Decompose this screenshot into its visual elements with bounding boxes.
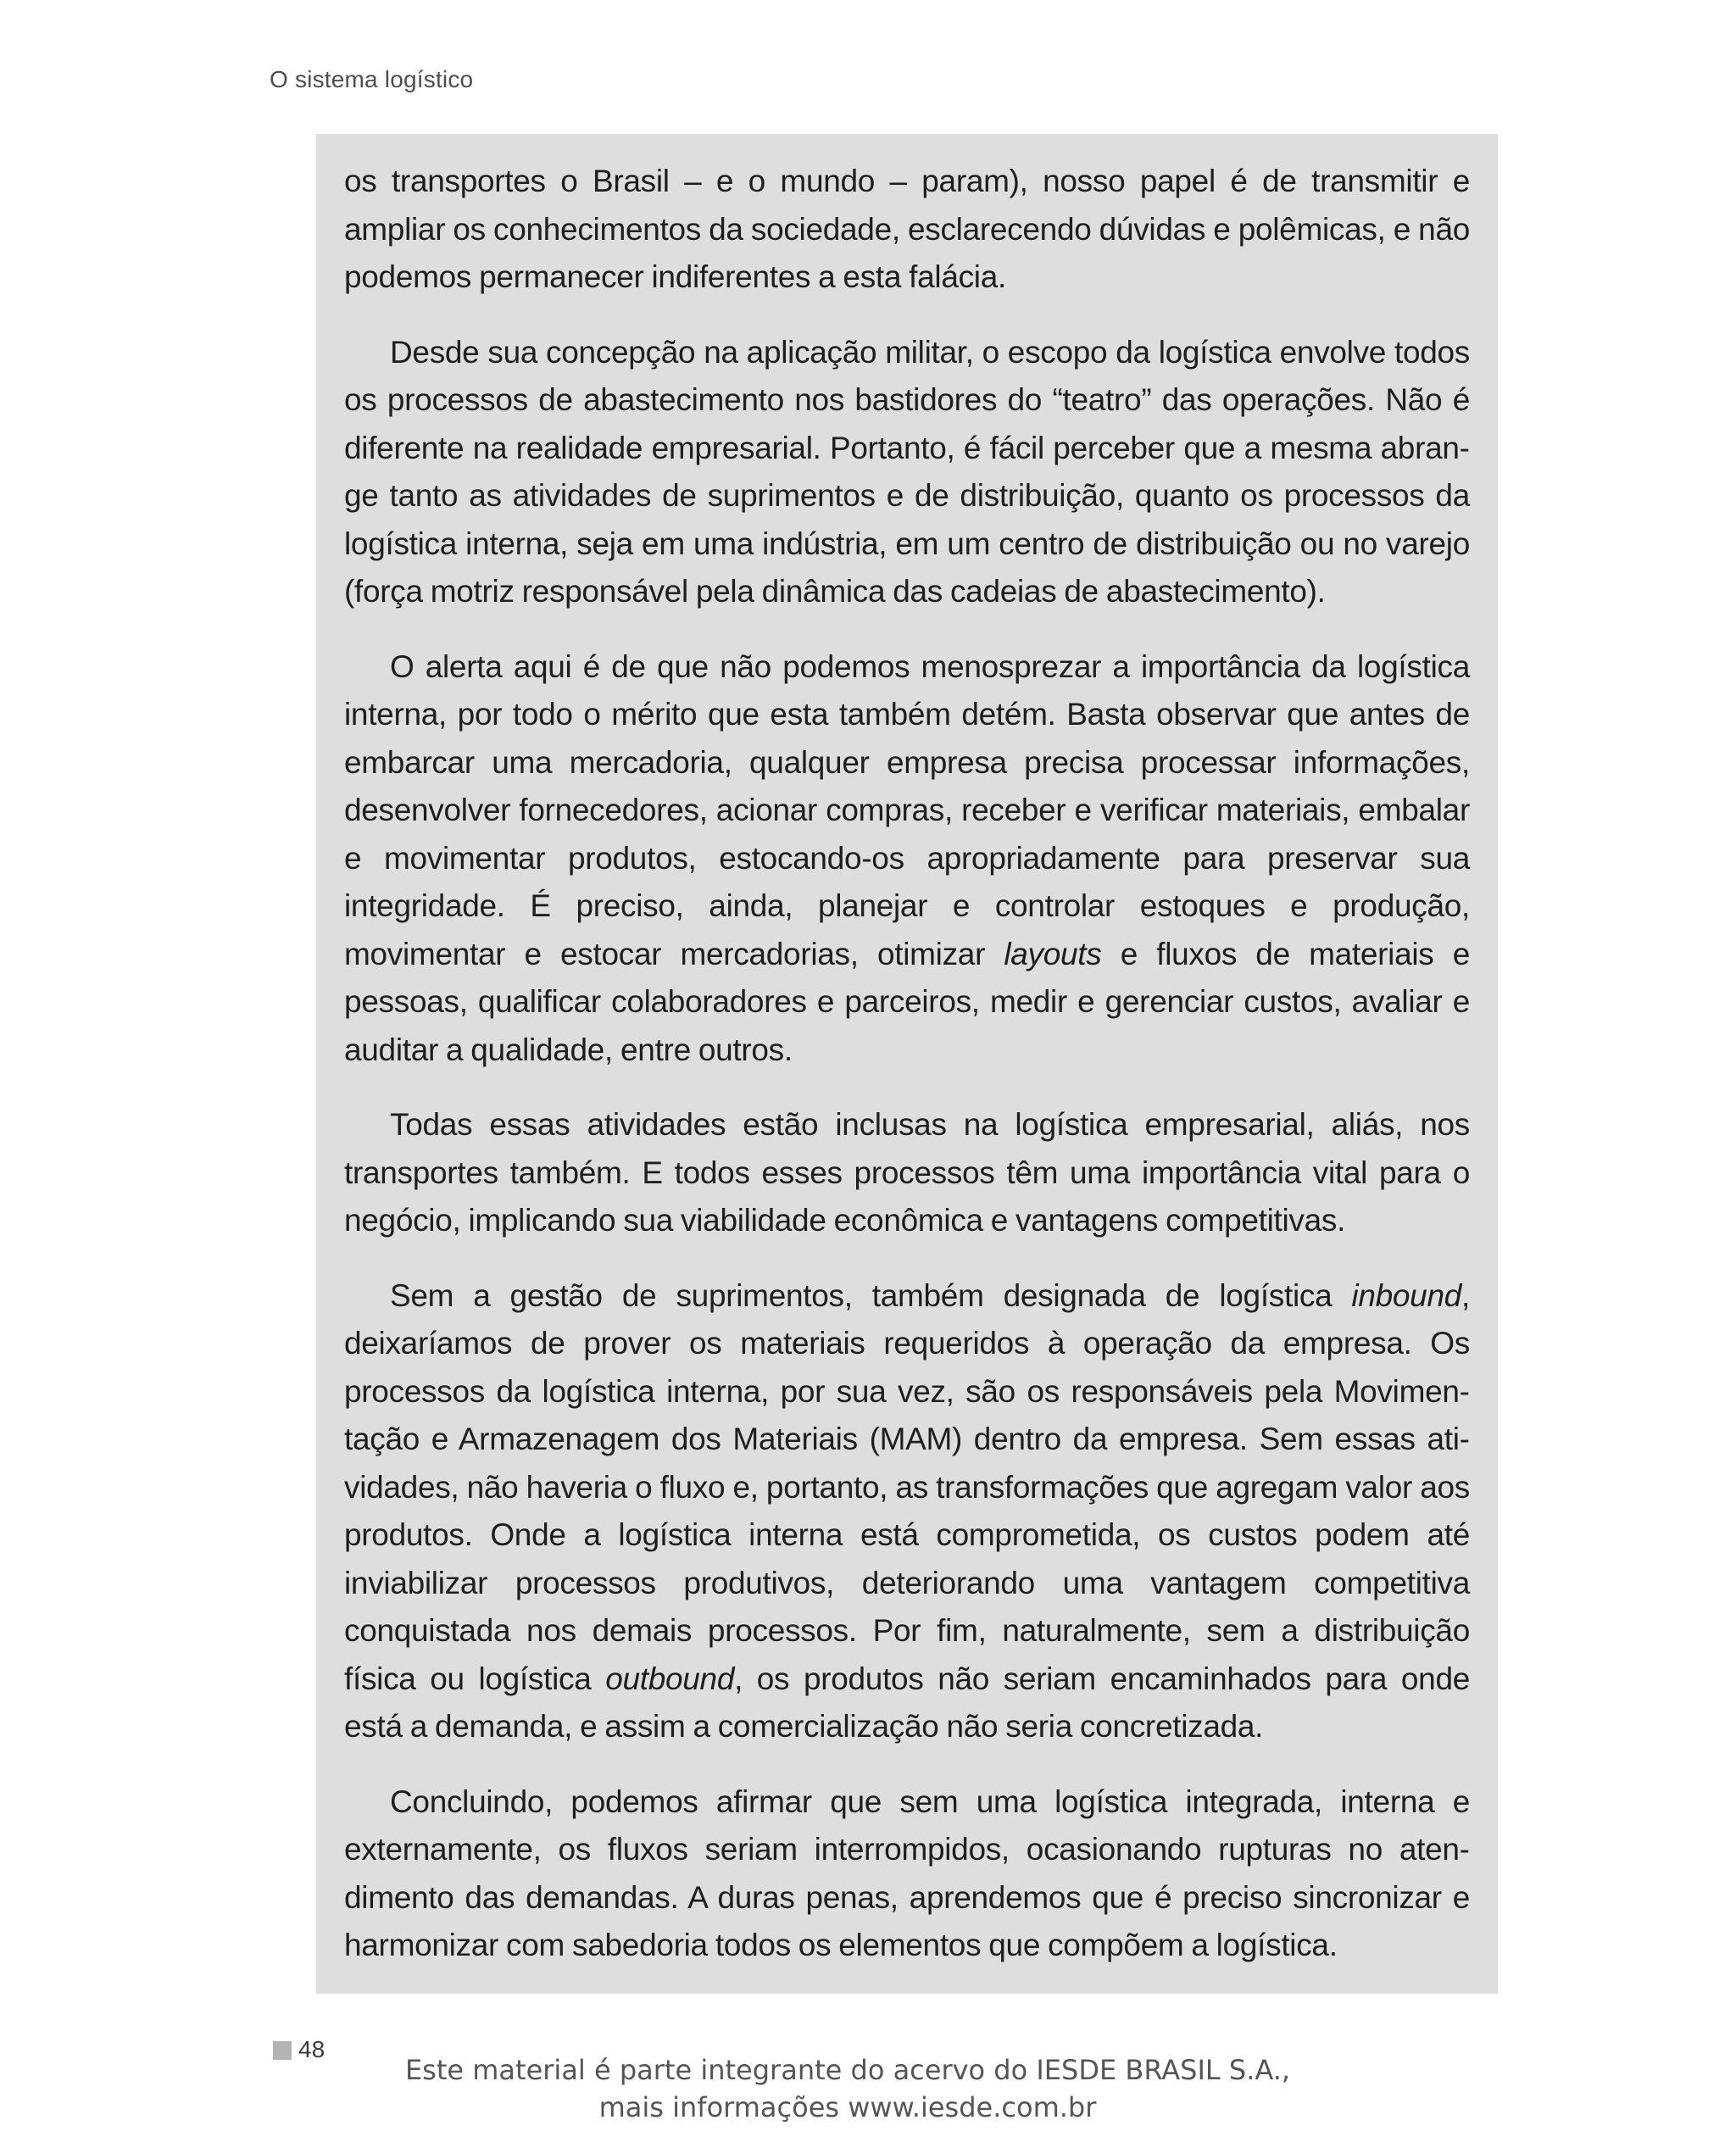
paragraph-segment: Desde sua concepção na aplicação militar, o escopo da logística envolve todos os processos de abastecimento nos bastidores do “teatro” das operações. Não é diferente na realidade empresarial. Portanto, é fácil perceber que a mesma abrange tanto as atividades de suprimentos e de distribuição, quanto os processos da logística interna, seja em uma indústria, em um centro de distribuição ou no varejo (força motriz responsável pela dinâmica das cadeias de abastecimento). <box>344 334 1470 609</box>
paragraph-segment: e fluxos de materiais e pessoas, qualificar colaboradores e parceiros, medir e gerenciar custos, avaliar e auditar a qualidade, entre outros. <box>344 936 1470 1067</box>
footer-note-line-1: Este material é parte integrante do acervo do IESDE BRASIL S.A., <box>404 2054 1291 2086</box>
text-box <box>316 134 1498 1994</box>
italic-term: inbound <box>1351 1277 1462 1313</box>
page-number: 48 <box>298 2036 326 2062</box>
paragraph-3 <box>344 643 1470 1075</box>
paragraph-6 <box>344 1778 1470 1970</box>
paragraph-segment: Sem a gestão de suprimentos, também designada de logística <box>390 1277 1352 1313</box>
paragraph-segment: O alerta aqui é de que não podemos menosprezar a importância da logística interna, por todo o mérito que esta também detém. Basta observar que antes de embarcar uma mercadoria, qualquer empresa precisa processar informações, desenvolver fornecedores, acionar compras, receber e verificar materiais, embalar e movimentar produtos, estocando-os apropriadamente para preservar sua integridade. É preciso, ainda, planejar e controlar estoques e produção, movimentar e estocar mercadorias, otimizar <box>344 648 1470 971</box>
paragraph-5 <box>344 1272 1470 1751</box>
italic-term: layouts <box>1004 936 1102 971</box>
paragraph-segment: , deixaríamos de prover os materiais requeridos à operação da empresa. Os processos da logística interna, por sua vez, são os responsáveis pela Movimentação e Armazenagem dos Materiais (MAM) dentro da empresa. Sem essas atividades, não haveria o fluxo e, portanto, as transformações que agregam valor aos produtos. Onde a logística interna está comprometida, os custos podem até inviabilizar processos produtivos, deteriorando uma vantagem competitiva conquistada nos demais processos. Por fim, naturalmente, sem a distribuição física ou logística <box>344 1277 1470 1696</box>
paragraph-2 <box>344 329 1470 616</box>
paragraph-1 <box>344 158 1470 302</box>
paragraph-4 <box>344 1101 1470 1245</box>
footer-note <box>254 2051 1441 2126</box>
footer-note-line-2: mais informações www.iesde.com.br <box>598 2091 1097 2123</box>
paragraph-segment: os transportes o Brasil – e o mundo – param), nosso papel é de transmitir e ampliar os conhecimentos da sociedade, esclarecendo dúvidas e polêmicas, e não podemos permanecer indiferentes a esta falácia. <box>344 164 1470 294</box>
paragraph-segment: Todas essas atividades estão inclusas na logística empresarial, aliás, nos transportes também. E todos esses processos têm uma importância vital para o negócio, implicando sua viabilidade econômica e vantagens competitivas. <box>344 1107 1470 1238</box>
italic-term: outbound <box>605 1661 735 1696</box>
paragraph-segment: , os produtos não seriam encaminhados para onde está a demanda, e assim a comercialização não seria concretizada. <box>344 1661 1470 1744</box>
paragraph-segment: Concluindo, podemos afirmar que sem uma logística integrada, interna e externamente, os fluxos seriam interrompidos, ocasionando rupturas no atendimento das demandas. A duras penas, aprendemos que é preciso sincronizar e harmonizar com sabedoria todos os elementos que compõem a logística. <box>344 1784 1470 1962</box>
running-title: O sistema logístico <box>270 66 474 92</box>
